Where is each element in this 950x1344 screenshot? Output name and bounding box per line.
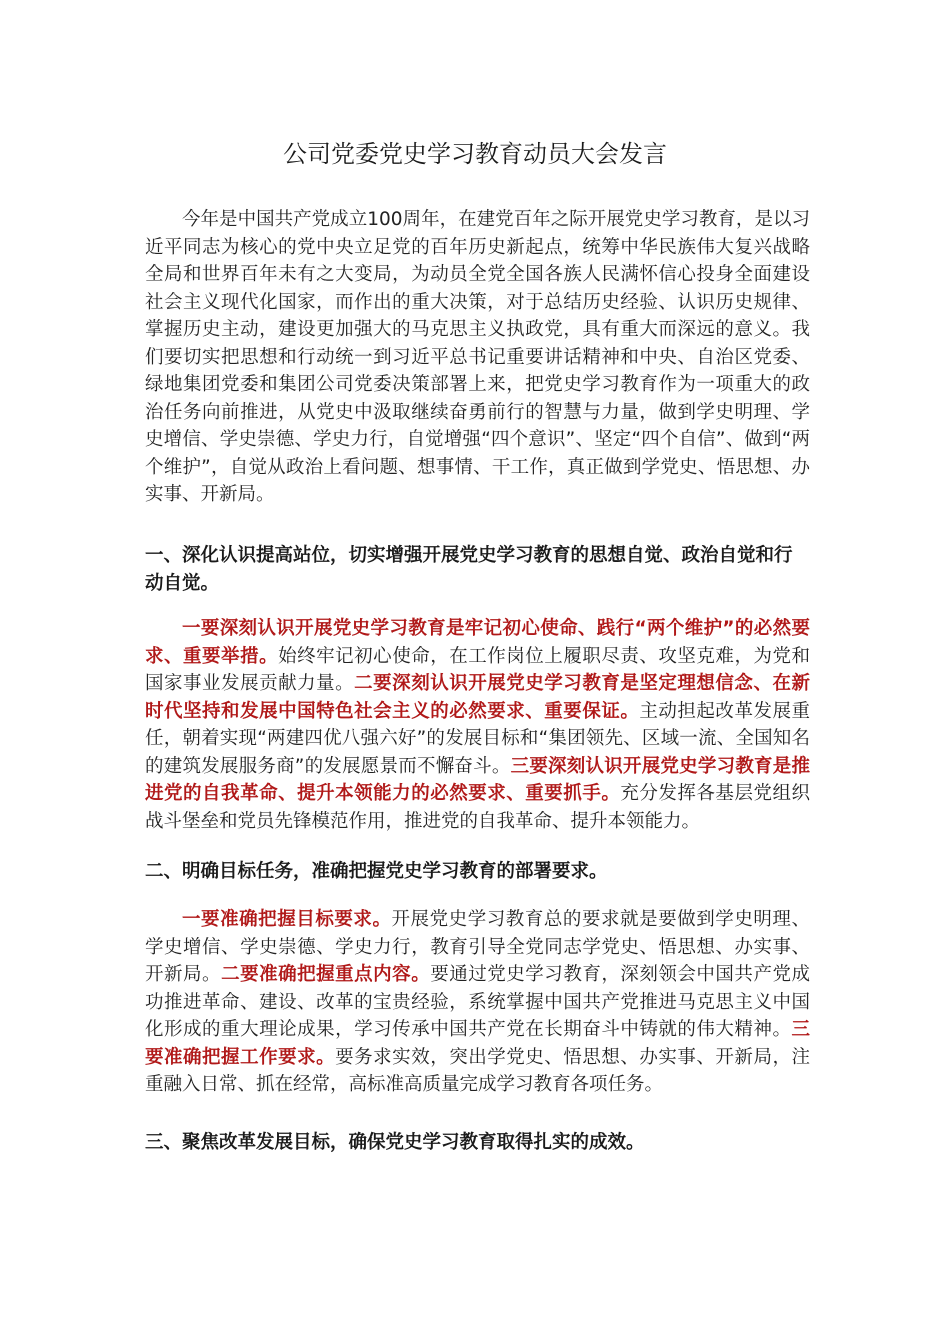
- intro-paragraph: 今年是中国共产党成立100周年，在建党百年之际开展党史学习教育，是以习近平同志为核心的党中央立足党的百年历史新起点，统筹中华民族伟大复兴战略全局和世界百年未有之大变局，为动员全党全国各族人民满怀信心投身全面建设社会主义现代化国家，而作出的重大决策，对于总结历史经验、认识历史规律、掌握历史主动，建设更加强大的马克思主义执政党，具有重大而深远的意义。我们要切实把思想和行动统一到习近平总书记重要讲话精神和中央、自治区党委、绿地集团党委和集团公司党委决策部署上来，把党史学习教育作为一项重大的政治任务向前推进，从党史中汲取继续奋勇前行的智慧与力量，做到学史明理、学史增信、学史崇德、学史力行，自觉增强“四个意识”、坚定“四个自信”、做到“两个维护”，自觉从政治上看问题、想事情、干工作，真正做到学党史、悟思想、办实事、开新局。: [145, 209, 810, 505]
- section-3-heading: 三、聚焦改革发展目标，确保党史学习教育取得扎实的成效。: [145, 1132, 645, 1153]
- section-2-point-3-text: 要务求实效，突出学党史、悟思想、办实事、开新局，注重融入日常、抓在经常，高标准高质量完成学习教育各项任务。: [145, 1046, 810, 1095]
- section-2-point-1-emphasis: 一要准确把握目标要求。: [182, 909, 392, 930]
- section-2-paragraph: [145, 906, 810, 1099]
- section-1-paragraph: [145, 615, 810, 835]
- section-1-heading: 一、深化认识提高站位，切实增强开展党史学习教育的思想自觉、政治自觉和行动自觉。: [145, 545, 793, 594]
- document-title: 公司党委党史学习教育动员大会发言: [283, 140, 667, 168]
- section-2-heading: 二、明确目标任务，准确把握党史学习教育的部署要求。: [145, 861, 608, 882]
- section-2-point-3-emphasis: 三要准确把握工作要求。: [145, 1019, 810, 1068]
- section-1-point-1-emphasis: 一要深刻认识开展党史学习教育是牢记初心使命、践行“两个维护”的必然要求、重要举措。: [145, 618, 810, 667]
- section-1-point-1-text: 始终牢记初心使命，在工作岗位上履职尽责、攻坚克难，为党和国家事业发展贡献力量。: [145, 645, 810, 694]
- section-2-point-2-text: 要通过党史学习教育，深刻领会中国共产党成功推进革命、建设、改革的宝贵经验，系统掌握中国共产党推进马克思主义中国化形成的重大理论成果，学习传承中国共产党在长期奋斗中铸就的伟大精神。: [145, 964, 810, 1040]
- section-1-point-2-text: 主动担起改革发展重任，朝着实现“两建四优八强六好”的发展目标和“集团领先、区域一流、全国知名的建筑发展服务商”的发展愿景而不懈奋斗。: [145, 700, 810, 777]
- section-2-point-1-text: 开展党史学习教育总的要求就是要做到学史明理、学史增信、学史崇德、学史力行，教育引导全党同志学党史、悟思想、办实事、开新局。: [145, 909, 810, 985]
- section-1-point-3-text: 充分发挥各基层党组织战斗堡垒和党员先锋模范作用，推进党的自我革命、提升本领能力。: [145, 783, 810, 832]
- section-2-point-2-emphasis: 二要准确把握重点内容。: [221, 964, 431, 985]
- section-1-point-3-emphasis: 三要深刻认识开展党史学习教育是推进党的自我革命、提升本领能力的必然要求、重要抓手。: [145, 755, 810, 804]
- section-1-point-2-emphasis: 二要深刻认识开展党史学习教育是坚定理想信念、在新时代坚持和发展中国特色社会主义的必然要求、重要保证。: [145, 673, 810, 722]
